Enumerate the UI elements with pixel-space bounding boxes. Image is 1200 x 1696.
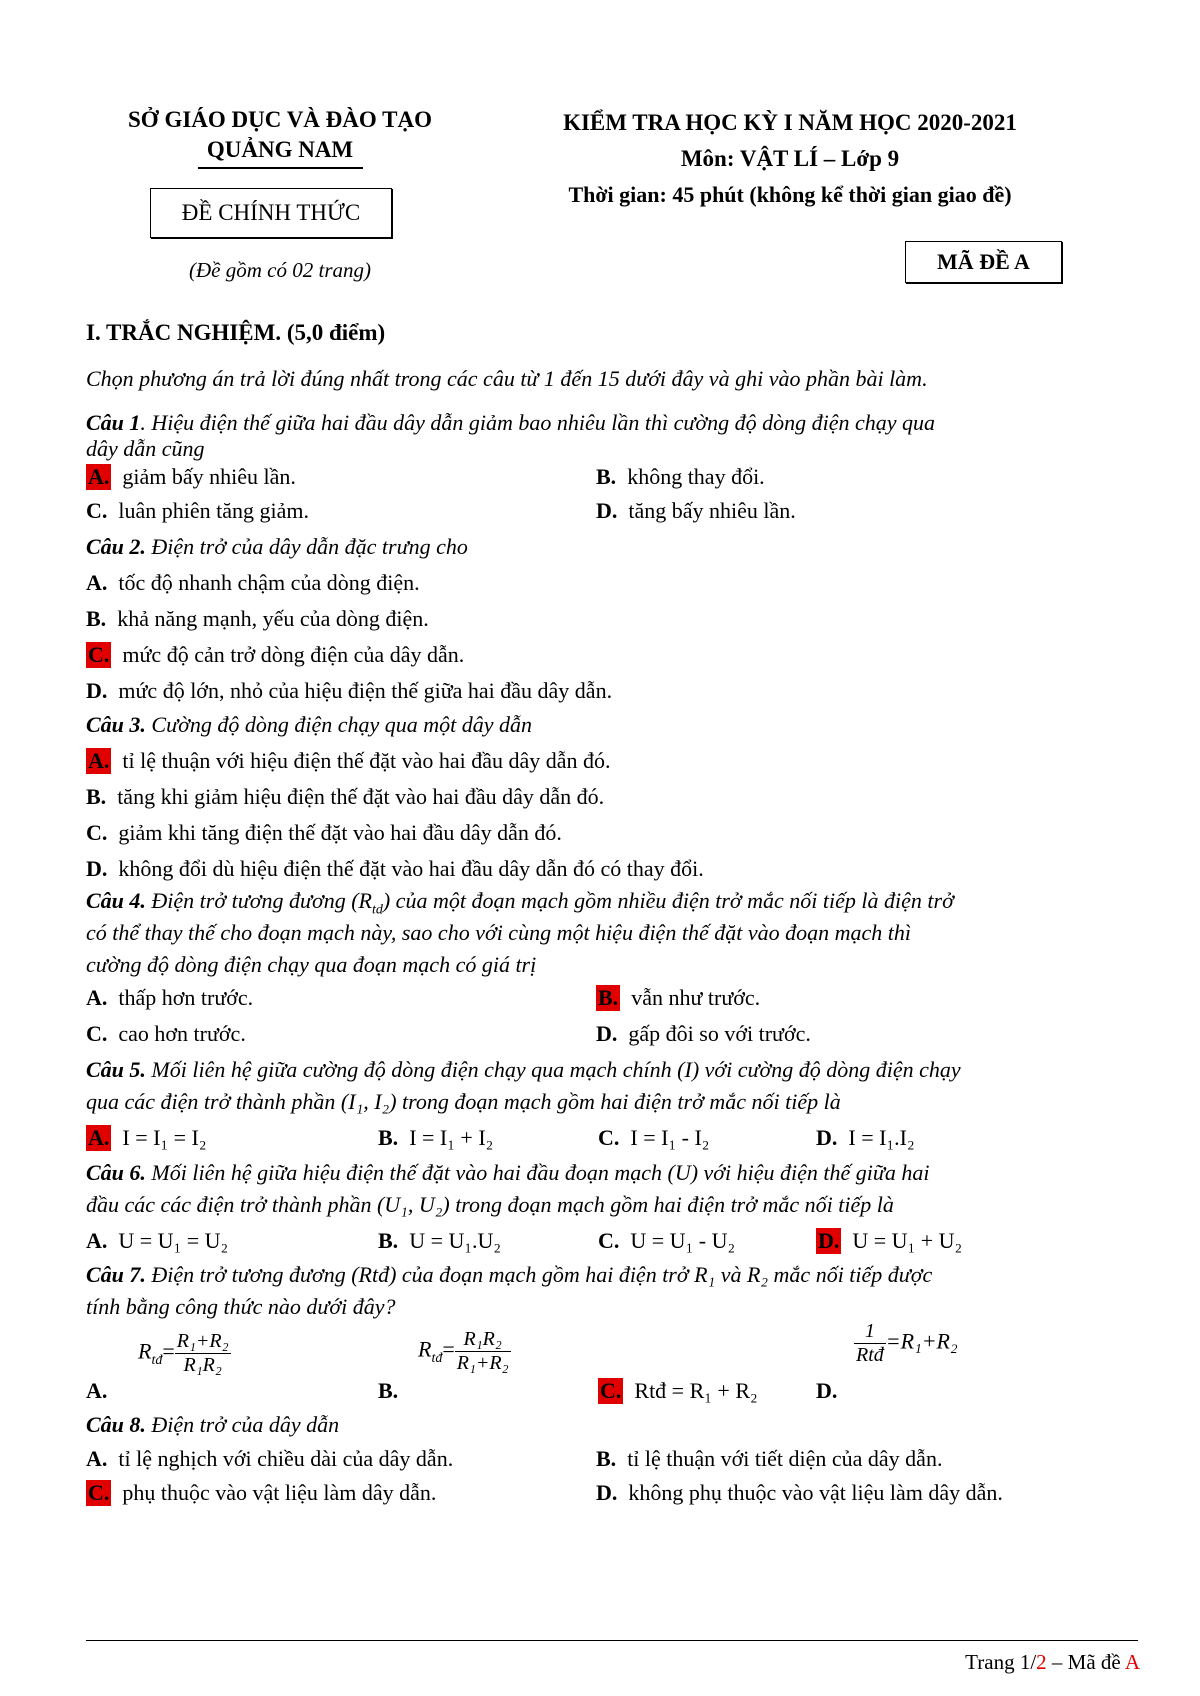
- question-text: Điện trở của dây dẫn: [145, 1412, 340, 1437]
- option-d: [86, 856, 704, 882]
- question-text: . Hiệu điện thế giữa hai đầu dây dẫn giảm bao nhiêu lần thì cường độ dòng điện chạy qua: [140, 410, 936, 435]
- option-c: [86, 820, 562, 846]
- option-a: [86, 748, 611, 774]
- option-text: tăng khi giảm hiệu điện thế đặt vào hai đầu dây dẫn đó.: [117, 784, 605, 809]
- page-footer: [880, 1650, 1140, 1675]
- page-total: 2: [1036, 1650, 1047, 1674]
- option-text: Rtđ = R₁ + R₂: [634, 1378, 758, 1403]
- option-text: không đổi dù hiệu điện thế đặt vào hai đầu dây dẫn đó có thay đổi.: [118, 856, 704, 881]
- question-text: Điện trở tương đương (Rtđ) của đoạn mạch gồm hai điện trở R₁ và R₂ mắc nối tiếp được: [145, 1262, 933, 1287]
- option-b: [596, 1446, 942, 1472]
- question-text: Mối liên hệ giữa hiệu điện thế đặt vào hai đầu đoạn mạch (U) với hiệu điện thế giữa hai: [145, 1160, 930, 1185]
- option-letter: B.: [86, 606, 107, 631]
- option-letter: D.: [816, 1125, 838, 1150]
- subscript: td: [371, 902, 383, 918]
- answer-marker: B.: [598, 985, 619, 1010]
- issuer-underline: [198, 167, 363, 169]
- fraction-numerator: 1: [854, 1320, 886, 1344]
- question-text: Cường độ dòng điện chạy qua một dây dẫn: [145, 712, 533, 737]
- option-text: giảm khi tăng điện thế đặt vào hai đầu dây dẫn đó.: [118, 820, 562, 845]
- option-letter: A.: [86, 1446, 108, 1471]
- question-text: ) của một đoạn mạch gồm nhiều điện trở mắc nối tiếp là điện trở: [382, 888, 954, 913]
- option-d-letter: [816, 1378, 837, 1404]
- option-text: phụ thuộc vào vật liệu làm dây dẫn.: [122, 1480, 437, 1505]
- exam-duration: Thời gian: 45 phút (không kể thời gian giao đề): [568, 182, 1012, 207]
- option-text: tăng bấy nhiêu lần.: [628, 498, 796, 523]
- question-text-cont: có thể thay thế cho đoạn mạch này, sao cho với cùng một hiệu điện thế đặt vào đoạn mạch thì: [86, 920, 911, 945]
- option-text: U = U₁ - U₂: [630, 1228, 736, 1253]
- option-d: [596, 498, 796, 524]
- option-letter: B.: [378, 1378, 399, 1403]
- option-b: [378, 1228, 501, 1254]
- official-stamp: ĐỀ CHÍNH THỨC: [150, 188, 392, 238]
- option-letter: D.: [596, 1021, 618, 1046]
- option-text: cao hơn trước.: [118, 1021, 246, 1046]
- option-text: tỉ lệ thuận với hiệu điện thế đặt vào hai đầu dây dẫn đó.: [122, 748, 611, 773]
- option-letter: D.: [596, 498, 618, 523]
- option-text: I = I₁ = I₂: [122, 1125, 207, 1150]
- option-c: [86, 498, 309, 524]
- question-label: Câu 3.: [86, 712, 146, 737]
- option-text: U = U₁ + U₂: [852, 1228, 963, 1253]
- option-a: [86, 1228, 228, 1254]
- option-letter: A.: [86, 985, 108, 1010]
- option-text: luân phiên tăng giảm.: [118, 498, 310, 523]
- option-text: giảm bấy nhiêu lần.: [122, 464, 296, 489]
- question-text: Điện trở tương đương (R: [145, 888, 372, 913]
- question-text: Điện trở của dây dẫn đặc trưng cho: [145, 534, 468, 559]
- answer-marker: A.: [88, 464, 110, 489]
- option-a: [86, 985, 253, 1011]
- issuer-line-2: QUẢNG NAM: [206, 137, 354, 162]
- option-b: [86, 606, 429, 632]
- question-2: [86, 534, 468, 560]
- option-c: [598, 1378, 758, 1404]
- option-c: [598, 1228, 735, 1254]
- option-letter: B.: [86, 784, 107, 809]
- fraction: [175, 1330, 231, 1377]
- option-letter: C.: [86, 498, 108, 523]
- answer-marker: C.: [600, 1378, 622, 1403]
- option-text: gấp đôi so với trước.: [628, 1021, 811, 1046]
- question-text-cont: đầu các các điện trở thành phần (U₁, U₂) trong đoạn mạch gồm hai điện trở mắc nối tiếp là: [86, 1192, 894, 1217]
- option-text: tỉ lệ nghịch với chiều dài của dây dẫn.: [118, 1446, 454, 1471]
- fraction: [854, 1320, 886, 1367]
- question-5: [86, 1057, 961, 1083]
- option-d: [596, 1480, 1003, 1506]
- option-text: không thay đổi.: [627, 464, 765, 489]
- option-letter: C.: [86, 1021, 108, 1046]
- question-label: Câu 8.: [86, 1412, 146, 1437]
- question-3: [86, 712, 532, 738]
- option-letter: D.: [86, 678, 108, 703]
- option-d: [816, 1228, 962, 1254]
- question-4: [86, 888, 954, 918]
- question-7: [86, 1262, 932, 1288]
- question-8: [86, 1412, 339, 1438]
- issuer-block: [90, 105, 470, 169]
- option-text: thấp hơn trước.: [118, 985, 254, 1010]
- section-instruction: Chọn phương án trả lời đúng nhất trong các câu từ 1 đến 15 dưới đây và ghi vào phần bài làm.: [86, 366, 928, 391]
- exam-title-block: [520, 105, 1060, 213]
- question-label: Câu 6.: [86, 1160, 146, 1185]
- option-letter: A.: [86, 1378, 108, 1403]
- fraction-numerator: R₁+R₂: [176, 1330, 229, 1352]
- fraction-numerator: R₁R₂: [455, 1328, 511, 1352]
- option-c: [598, 1125, 709, 1151]
- question-text-cont: tính bằng công thức nào dưới đây?: [86, 1294, 396, 1319]
- footer-code: A: [1124, 1650, 1140, 1674]
- option-letter: D.: [816, 1378, 838, 1403]
- option-d: [86, 678, 612, 704]
- option-text: mức độ lớn, nhỏ của hiệu điện thế giữa hai đầu dây dẫn.: [118, 678, 613, 703]
- question-text-cont: cường độ dòng điện chạy qua đoạn mạch có giá trị: [86, 952, 537, 977]
- option-a: [86, 570, 420, 596]
- formula-lhs: R: [418, 1336, 432, 1362]
- pages-note: (Đề gồm có 02 trang): [189, 258, 371, 282]
- option-text: U = U₁ = U₂: [118, 1228, 229, 1253]
- question-label: Câu 1: [86, 410, 141, 435]
- option-d: [816, 1125, 915, 1151]
- section-title: I. TRẮC NGHIỆM. (5,0 điểm): [86, 320, 386, 345]
- formula-d: [854, 1320, 958, 1367]
- option-text: I = I₁.I₂: [848, 1125, 915, 1150]
- question-label: Câu 7.: [86, 1262, 146, 1287]
- option-c: [86, 642, 464, 668]
- formula-lhs-sub: tđ: [151, 1352, 163, 1368]
- option-a: [86, 1125, 207, 1151]
- option-b: [378, 1125, 493, 1151]
- fraction: [455, 1328, 511, 1375]
- formula-lhs: R: [138, 1338, 152, 1364]
- page-prefix: Trang 1/: [965, 1650, 1037, 1674]
- issuer-line-1: SỞ GIÁO DỤC VÀ ĐÀO TẠO: [128, 107, 432, 132]
- answer-marker: A.: [88, 1125, 110, 1150]
- option-text: vẫn như trước.: [631, 985, 761, 1010]
- option-text: I = I₁ + I₂: [409, 1125, 494, 1150]
- option-b: [596, 464, 765, 490]
- exam-title: KIỂM TRA HỌC KỲ I NĂM HỌC 2020-2021: [563, 110, 1017, 135]
- option-text: U = U₁.U₂: [409, 1228, 502, 1253]
- option-text: mức độ cản trở dòng điện của dây dẫn.: [122, 642, 465, 667]
- option-text: tốc độ nhanh chậm của dòng điện.: [118, 570, 420, 595]
- option-letter: B.: [596, 1446, 617, 1471]
- option-letter: C.: [86, 820, 108, 845]
- question-6: [86, 1160, 930, 1186]
- option-b-letter: [378, 1378, 398, 1404]
- footer-rule: [86, 1640, 1138, 1641]
- option-letter: B.: [378, 1228, 399, 1253]
- option-letter: A.: [86, 1228, 108, 1253]
- formula-b: $R_{tđ}=$ $\frac{\text{R₁R₂}}{\text{R₁+R₂}}$: [418, 1328, 509, 1374]
- exam-code: MÃ ĐỀ A: [905, 241, 1062, 283]
- footer-mid: – Mã đề: [1046, 1650, 1125, 1674]
- option-a: [86, 464, 296, 490]
- option-text: tỉ lệ thuận với tiết diện của dây dẫn.: [627, 1446, 943, 1471]
- question-text-cont: dây dẫn cũng: [86, 436, 205, 461]
- fraction-denominator: Rtđ: [856, 1344, 884, 1366]
- question-label: Câu 4.: [86, 888, 146, 913]
- question-label: Câu 2.: [86, 534, 146, 559]
- formula-a: $R_{tđ}=$ $\frac{\text{R₁+R₂}}{\text{R₁R₂}}$: [138, 1330, 229, 1376]
- option-letter: B.: [378, 1125, 399, 1150]
- option-c: [86, 1021, 246, 1047]
- option-a: [86, 1446, 453, 1472]
- option-c: [86, 1480, 436, 1506]
- option-a-letter: [86, 1378, 107, 1404]
- question-text: Mối liên hệ giữa cường độ dòng điện chạy qua mạch chính (I) với cường độ dòng điện chạy: [145, 1057, 961, 1082]
- option-text: khả năng mạnh, yếu của dòng điện.: [117, 606, 429, 631]
- question-text-cont: qua các điện trở thành phần (I₁, I₂) trong đoạn mạch gồm hai điện trở mắc nối tiếp là: [86, 1089, 841, 1114]
- option-d: [596, 1021, 811, 1047]
- answer-marker: C.: [88, 642, 110, 667]
- exam-subject: Môn: VẬT LÍ – Lớp 9: [680, 146, 900, 171]
- option-text: không phụ thuộc vào vật liệu làm dây dẫn.: [628, 1480, 1003, 1505]
- option-letter: D.: [86, 856, 108, 881]
- answer-marker: A.: [88, 748, 110, 773]
- option-b: [596, 985, 760, 1011]
- answer-marker: D.: [818, 1228, 840, 1253]
- option-b: [86, 784, 604, 810]
- option-letter: A.: [86, 570, 108, 595]
- option-letter: C.: [598, 1228, 620, 1253]
- option-letter: D.: [596, 1480, 618, 1505]
- formula-lhs-sub: tđ: [431, 1350, 443, 1366]
- question-label: Câu 5.: [86, 1057, 146, 1082]
- option-text: I = I₁ - I₂: [630, 1125, 710, 1150]
- question-1: [86, 410, 935, 436]
- option-letter: C.: [598, 1125, 620, 1150]
- answer-marker: C.: [88, 1480, 110, 1505]
- fraction-denominator: R₁R₂: [183, 1354, 222, 1376]
- option-letter: B.: [596, 464, 617, 489]
- formula-rhs: =R₁+R₂: [885, 1328, 958, 1354]
- fraction-denominator: R₁+R₂: [456, 1352, 509, 1374]
